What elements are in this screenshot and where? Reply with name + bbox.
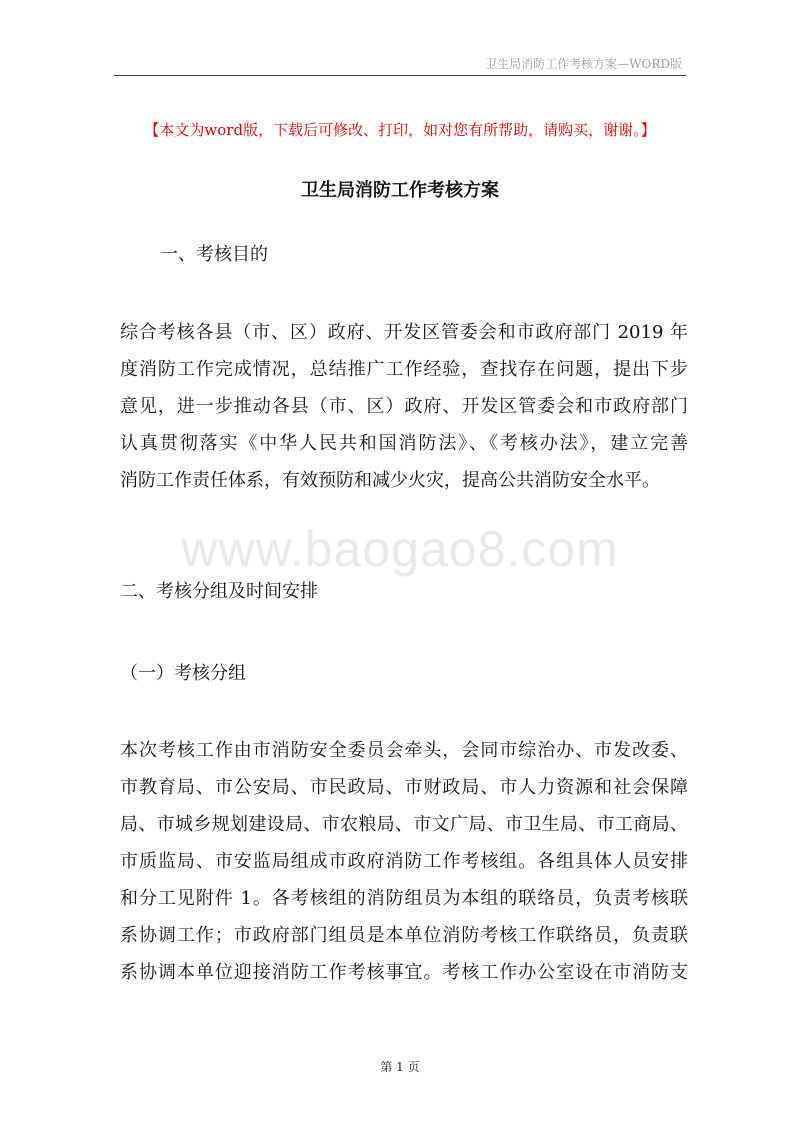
section-heading-purpose: 一、考核目的 [160,244,268,265]
paragraph-line: 系协调本单位迎接消防工作考核事宜。考核工作办公室设在市消防支 [120,962,688,983]
paragraph-line: 系协调工作；市政府部门组员是本单位消防考核工作联络员，负责联 [120,925,688,946]
watermark: www.baogao8.com [181,521,619,577]
paragraph-line: 市质监局、市安监局组成市政府消防工作考核组。各组具体人员安排 [120,851,688,872]
running-header: 卫生局消防工作考核方案—WORD版 [485,57,682,71]
paragraph-line: 认真贯彻落实《中华人民共和国消防法》、《考核办法》，建立完善 [120,433,688,454]
paragraph-line: 综合考核各县（市、区）政府、开发区管委会和市政府部门 2019 年 [120,322,688,343]
sub-heading-grouping: （一）考核分组 [120,663,246,684]
paragraph-line: 消防工作责任体系，有效预防和减少火灾，提高公共消防安全水平。 [120,470,660,491]
paragraph-line: 和分工见附件 1。各考核组的消防组员为本组的联络员，负责考核联 [120,888,688,909]
paragraph-line: 局、市城乡规划建设局、市农粮局、市文广局、市卫生局、市工商局、 [120,814,688,835]
paragraph-grouping [120,732,688,991]
purchase-notice: 【本文为word版，下载后可修改、打印，如对您有所帮助，请购买，谢谢。】 [144,121,656,139]
page-number: 第 1 页 [380,1060,420,1074]
paragraph-line: 市教育局、市公安局、市民政局、市财政局、市人力资源和社会保障 [120,777,688,798]
header-rule [114,75,686,76]
paragraph-line: 度消防工作完成情况，总结推广工作经验，查找存在问题，提出下步 [120,359,688,380]
document-title: 卫生局消防工作考核方案 [301,180,499,201]
section-heading-grouping: 二、考核分组及时间安排 [120,581,318,602]
paragraph-line: 本次考核工作由市消防安全委员会牵头，会同市综治办、市发改委、 [120,740,688,761]
paragraph-purpose [120,314,688,499]
paragraph-line: 意见，进一步推动各县（市、区）政府、开发区管委会和市政府部门 [120,396,688,417]
